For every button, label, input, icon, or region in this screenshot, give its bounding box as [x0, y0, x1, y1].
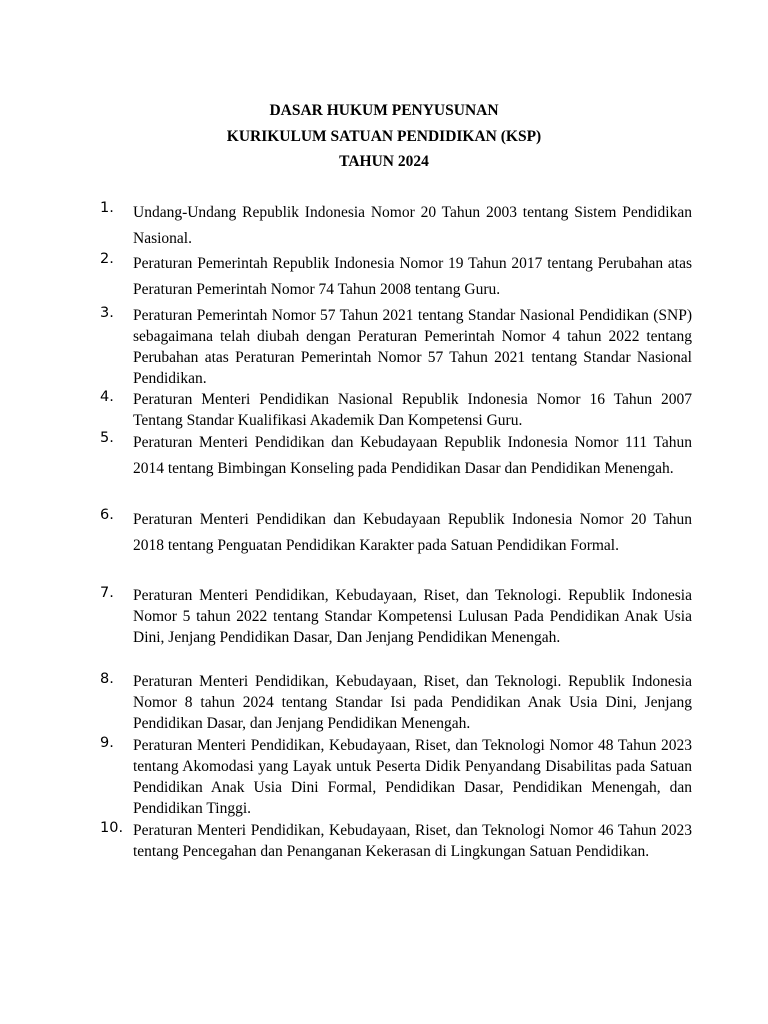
- list-item-text: Peraturan Menteri Pendidikan, Kebudayaan, Riset, dan Teknologi Nomor 48 Tahun 2023 tentang Akomodasi yang Layak untuk Peserta Didik Penyandang Disabilitas pada Satuan Pendidikan Anak Usia Dini Formal, Pendidikan Dasar, Pendidikan Menengah, dan Pendidikan Tinggi.: [133, 737, 692, 817]
- document-title-line-3: TAHUN 2024: [339, 153, 429, 170]
- list-item-number: 7.: [100, 585, 114, 601]
- list-item-number: 5.: [100, 430, 114, 446]
- document-title-line-1: DASAR HUKUM PENYUSUNAN: [269, 102, 499, 119]
- list-item-text: Peraturan Menteri Pendidikan dan Kebudayaan Republik Indonesia Nomor 20 Tahun 2018 tentang Penguatan Pendidikan Karakter pada Satuan Pendidikan Formal.: [133, 511, 692, 554]
- list-item-number: 10.: [100, 820, 124, 836]
- list-item-number: 9.: [100, 735, 114, 751]
- list-item-text: Peraturan Pemerintah Republik Indonesia Nomor 19 Tahun 2017 tentang Perubahan atas Peraturan Pemerintah Nomor 74 Tahun 2008 tentang Guru.: [133, 255, 692, 298]
- list-item-text: Peraturan Pemerintah Nomor 57 Tahun 2021 tentang Standar Nasional Pendidikan (SNP) sebagaimana telah diubah dengan Peraturan Pemerintah Nomor 4 tahun 2022 tentang Perubahan atas Peraturan Pemerintah Nomor 57 Tahun 2021 tentang Standar Nasional Pendidikan.: [133, 307, 692, 387]
- list-item-number: 6.: [100, 507, 114, 523]
- list-item-number: 2.: [100, 251, 114, 267]
- list-item-text: Peraturan Menteri Pendidikan dan Kebudayaan Republik Indonesia Nomor 111 Tahun 2014 tentang Bimbingan Konseling pada Pendidikan Dasar dan Pendidikan Menengah.: [133, 434, 692, 477]
- list-item-number: 1.: [100, 200, 114, 216]
- list-item-text: Peraturan Menteri Pendidikan, Kebudayaan, Riset, dan Teknologi. Republik Indonesia Nomor 5 tahun 2022 tentang Standar Kompetensi Lulusan Pada Pendidikan Anak Usia Dini, Jenjang Pendidikan Dasar, Dan Jenjang Pendidikan Menengah.: [133, 587, 692, 646]
- list-item-text: Peraturan Menteri Pendidikan Nasional Republik Indonesia Nomor 16 Tahun 2007 Tentang Standar Kualifikasi Akademik Dan Kompetensi Guru.: [133, 391, 692, 429]
- list-item-text: Peraturan Menteri Pendidikan, Kebudayaan, Riset, dan Teknologi. Republik Indonesia Nomor 8 tahun 2024 tentang Standar Isi pada Pendidikan Anak Usia Dini, Jenjang Pendidikan Dasar, dan Jenjang Pendidikan Menengah.: [133, 673, 692, 732]
- list-item-text: Peraturan Menteri Pendidikan, Kebudayaan, Riset, dan Teknologi Nomor 46 Tahun 2023 tentang Pencegahan dan Penanganan Kekerasan di Lingkungan Satuan Pendidikan.: [133, 822, 692, 860]
- list-item-number: 4.: [100, 389, 114, 405]
- list-item-number: 8.: [100, 671, 114, 687]
- document-title-line-2: KURIKULUM SATUAN PENDIDIKAN (KSP): [226, 128, 542, 145]
- list-item-number: 3.: [100, 305, 114, 321]
- list-item-text: Undang-Undang Republik Indonesia Nomor 20 Tahun 2003 tentang Sistem Pendidikan Nasional.: [133, 204, 692, 247]
